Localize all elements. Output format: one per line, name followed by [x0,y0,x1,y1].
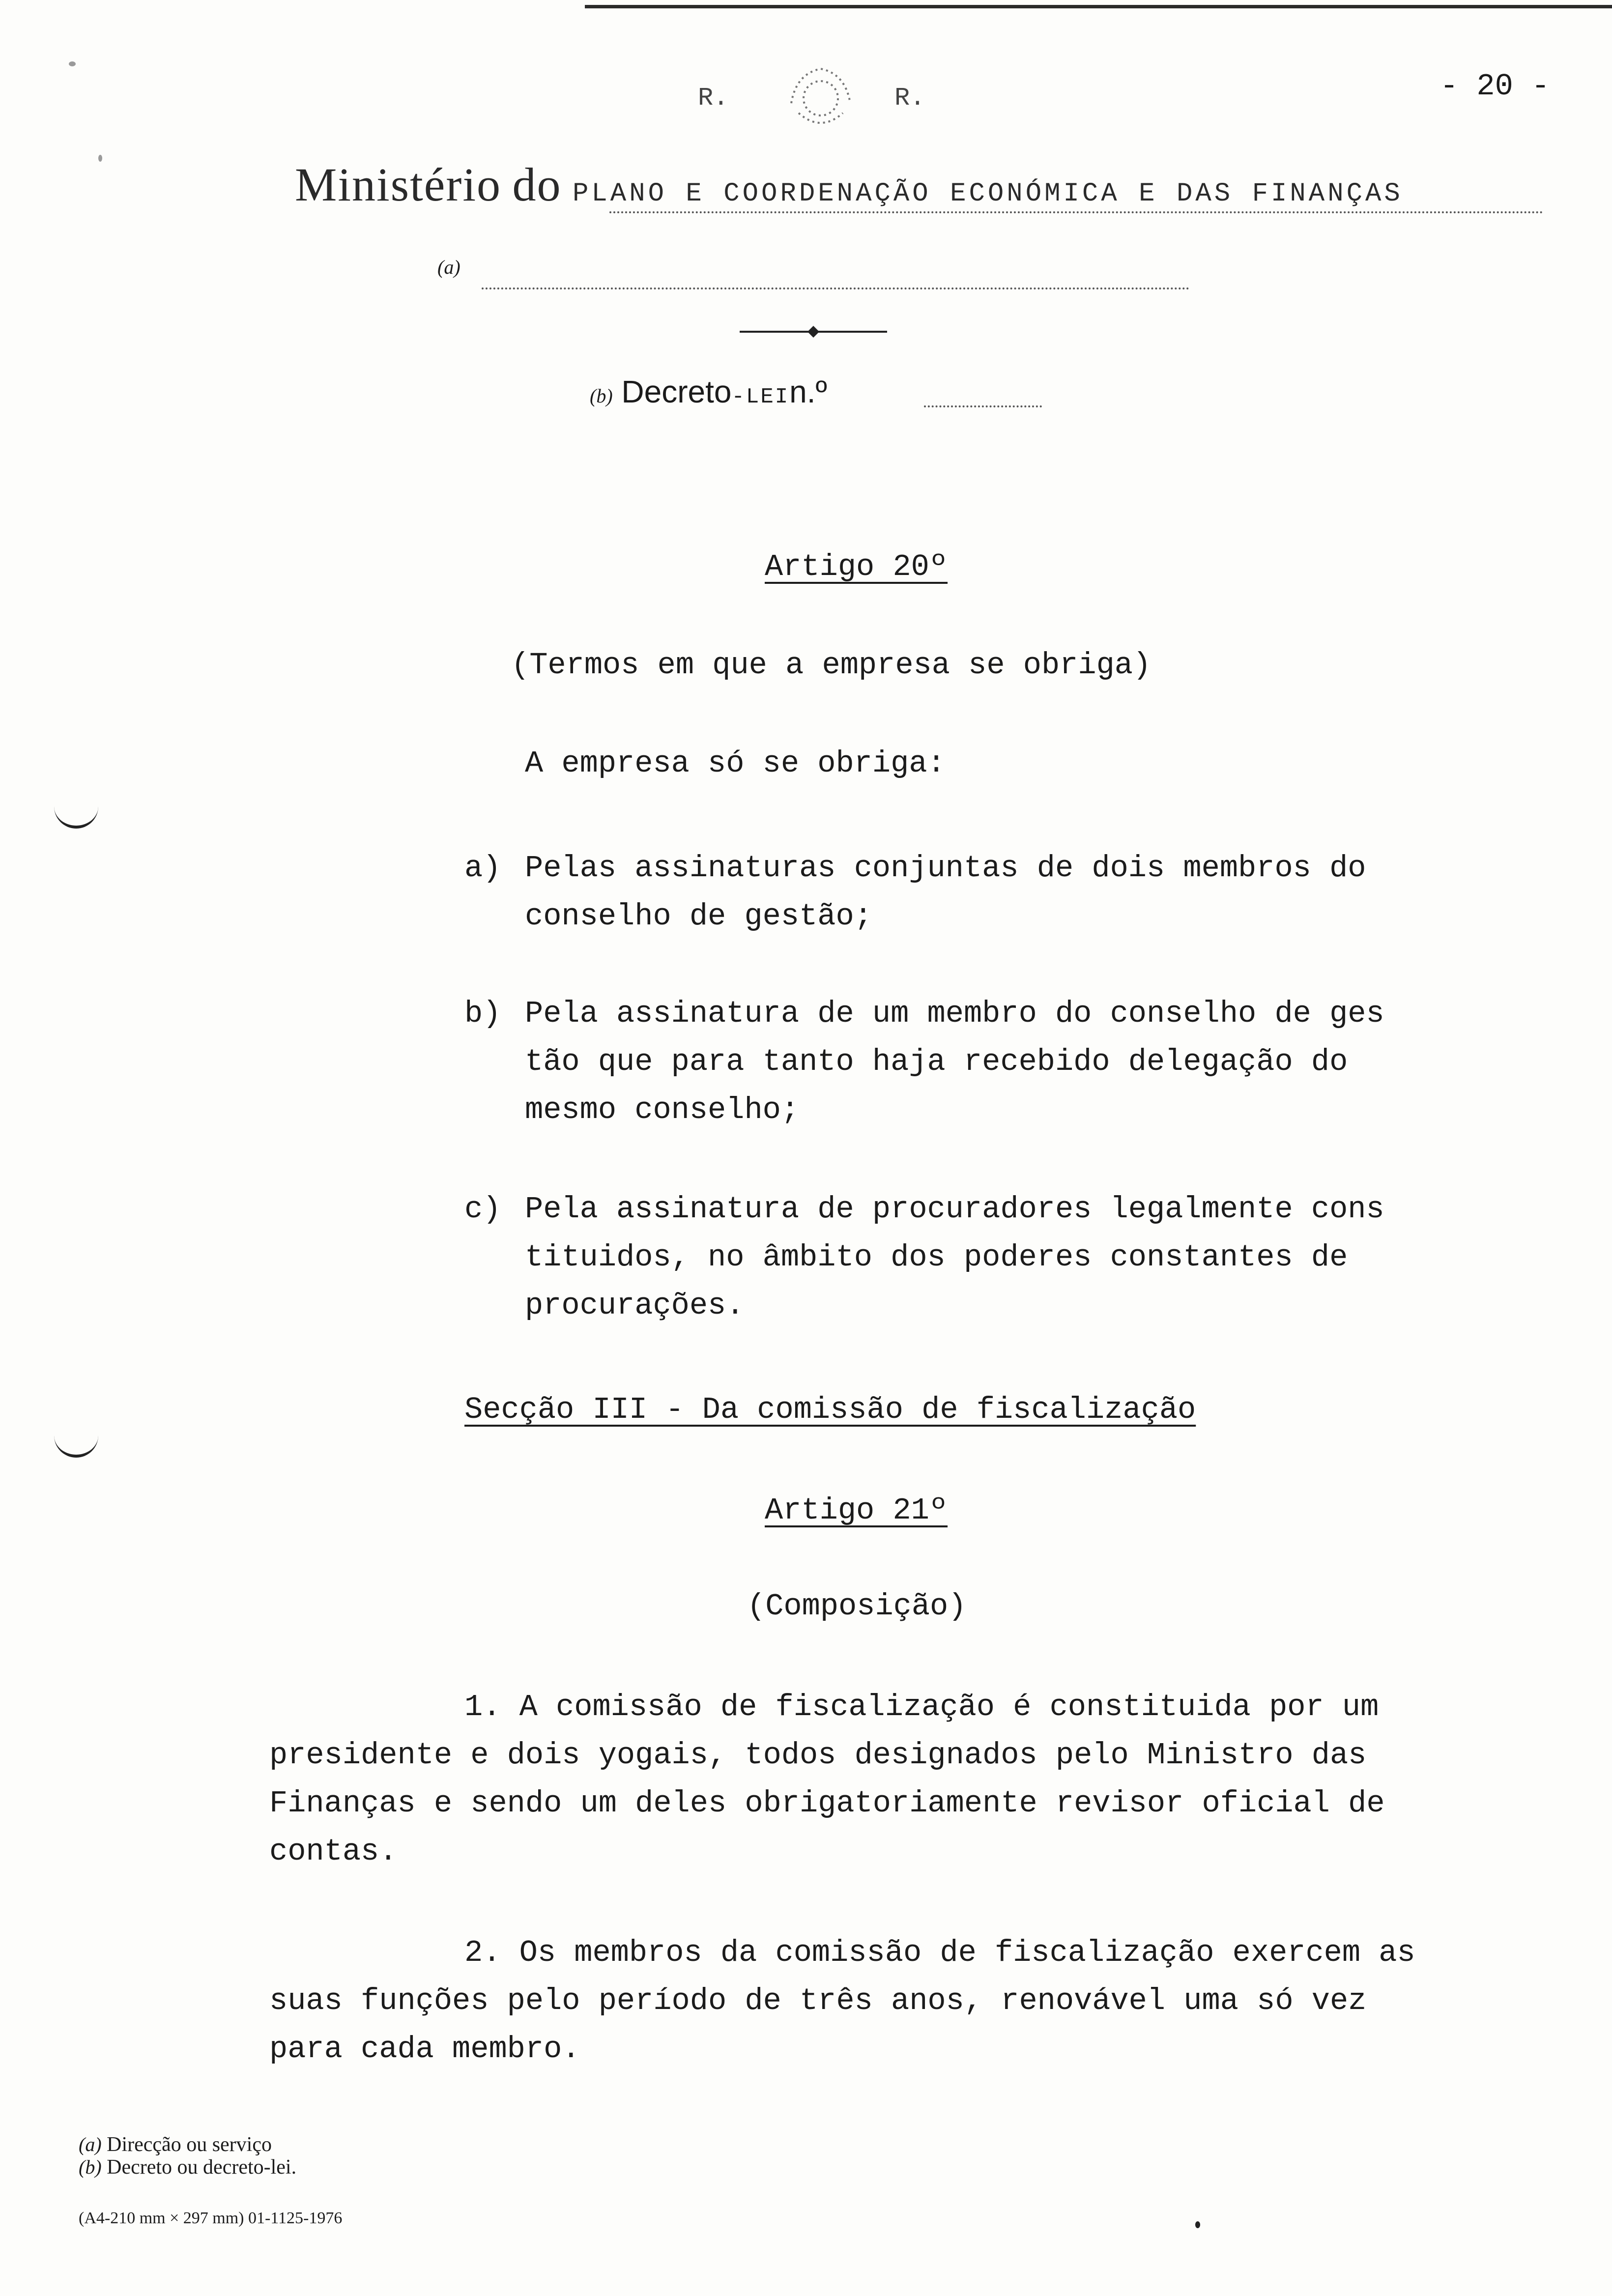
seal-fragment-left: R. [698,84,729,113]
item-b-line: mesmo conselho; [525,1092,800,1127]
artigo-20-intro: A empresa só se obriga: [525,746,946,781]
artigo-20-subtitle: (Termos em que a empresa se obriga) [511,648,1151,683]
footnote-a-marker: (a) [79,2133,102,2155]
footnote-b-text: Decreto ou decreto-lei. [107,2156,297,2179]
item-c-line: tituidos, no âmbito dos poderes constantes de [525,1240,1348,1275]
artigo-21-subtitle: (Composição) [747,1589,967,1624]
footnote-a [79,2133,272,2156]
form-reference: (A4-210 mm × 297 mm) 01-1125-1976 [79,2209,343,2227]
direccao-dotted-line [482,287,1189,289]
item-c-letter: c) [464,1192,501,1227]
margin-mark [54,806,98,829]
ministry-header [295,157,1403,212]
decreto-label: Decreto [621,374,732,409]
item-b-letter: b) [464,996,501,1031]
header-ministerio: Ministério [295,158,501,211]
margin-mark [54,1435,98,1458]
decreto-numero: n.º [789,374,827,409]
page-number: - 20 - [1440,69,1550,104]
top-border-line [585,5,1612,8]
decreto-line [590,373,827,410]
marker-a: (a) [437,256,461,278]
footnote-b-marker: (b) [79,2156,102,2178]
item-a-line: conselho de gestão; [525,899,872,934]
paragraph-2-line: 2. Os membros da comissão de fiscalização exercem as [464,1935,1415,1970]
item-c-line: Pela assinatura de procuradores legalmente cons [525,1192,1384,1227]
item-b-line: tão que para tanto haja recebido delegação do [525,1044,1348,1079]
paragraph-1-line: Finanças e sendo um deles obrigatoriamente revisor oficial de [269,1786,1385,1821]
header-do: do [512,158,562,211]
footnote-b [79,2155,296,2179]
item-a-letter: a) [464,851,501,886]
paragraph-2-line: suas funções pelo período de três anos, renovável uma só vez [269,1983,1367,2018]
item-a-line: Pelas assinaturas conjuntas de dois membros do [525,851,1366,886]
item-c-line: procurações. [525,1288,745,1323]
artigo-20-title: Artigo 20º [765,549,948,584]
ministry-seal-icon [757,59,885,143]
paragraph-1-line: 1. A comissão de fiscalização é constituida por um [464,1690,1379,1724]
margin-speck [69,61,76,66]
header-dotted-line [609,211,1543,213]
marker-b: (b) [590,385,613,407]
footnote-a-text: Direcção ou serviço [107,2133,272,2156]
header-ministry-name: PLANO E COORDENAÇÃO ECONÓMICA E DAS FINANÇAS [572,179,1403,209]
artigo-21-title: Artigo 21º [765,1493,948,1528]
paragraph-1-line: presidente e dois yogais, todos designados pelo Ministro das [269,1738,1367,1773]
page-speck [1195,2221,1200,2228]
divider-ornament-icon [740,324,887,339]
seccao-iii-heading: Secção III - Da comissão de fiscalização [464,1392,1196,1427]
paragraph-1-line: contas. [269,1834,398,1869]
decreto-lei-stamp: -LEI [731,385,790,409]
margin-speck [98,155,102,162]
seal-fragment-right: R. [894,84,925,113]
item-b-line: Pela assinatura de um membro do conselho de ges [525,996,1384,1031]
decreto-dotted-line [924,405,1042,407]
paragraph-2-line: para cada membro. [269,2032,580,2066]
